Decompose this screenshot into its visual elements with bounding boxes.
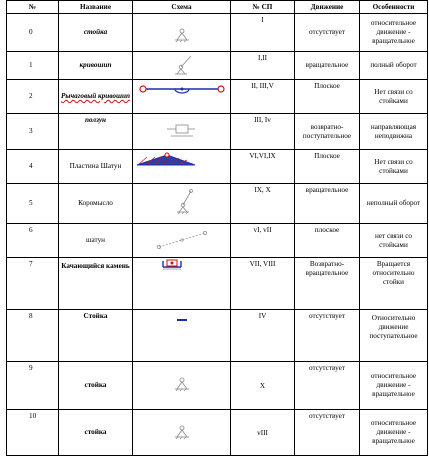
row-sp: III, Iv [231, 114, 295, 150]
row-name: стойка [59, 410, 133, 456]
stand-symbol-icon [133, 362, 231, 410]
row-num: 9 [7, 362, 59, 410]
row-sp: IX, X [231, 184, 295, 224]
header-scheme: Схема [133, 1, 231, 14]
row-movement: отсутствует [295, 410, 360, 456]
row-name: Рычаговый кривошип [59, 80, 133, 114]
row-features: Нет связи со стойками [360, 150, 428, 184]
row-movement: Плоское [295, 150, 360, 184]
row-name: ползун [59, 114, 133, 150]
row-num: 10 [7, 410, 59, 456]
row-movement: вращательное [295, 52, 360, 80]
row-num: 3 [7, 114, 59, 150]
header-name: Название [59, 1, 133, 14]
row-features: Вращается относительно стойки [360, 258, 428, 310]
row-sp: X [231, 362, 295, 410]
row-num: 0 [7, 14, 59, 52]
table-row [7, 184, 428, 224]
row-movement: Возвратно-вращательное [295, 258, 360, 310]
row-num: 7 [7, 258, 59, 310]
table-row [7, 114, 428, 150]
header-features: Особенности [360, 1, 428, 14]
row-name: Качающийся камень [59, 258, 133, 310]
row-features: нет связи со стойками [360, 224, 428, 258]
row-sp: II, III,V [231, 80, 295, 114]
row-num: 4 [7, 150, 59, 184]
rocking-block-symbol-icon [133, 258, 231, 310]
row-features: полный оборот [360, 52, 428, 80]
row-sp: vI, vII [231, 224, 295, 258]
row-features: неполный оборот [360, 184, 428, 224]
row-features: Относительно движение поступательное [360, 310, 428, 362]
table-row [7, 362, 428, 410]
table-row [7, 410, 428, 456]
stand-symbol-icon [133, 410, 231, 456]
row-features: Нет связи со стойками [360, 80, 428, 114]
table-row [7, 80, 428, 114]
row-sp: IV [231, 310, 295, 362]
table-row [7, 258, 428, 310]
crank-symbol-icon [133, 52, 231, 80]
row-name: Пластина Шатун [59, 150, 133, 184]
row-sp: vIII [231, 410, 295, 456]
row-name: стойка [59, 14, 133, 52]
header-num: № [7, 1, 59, 14]
row-name: Стойка [59, 310, 133, 362]
row-name: Коромысло [59, 184, 133, 224]
row-num: 8 [7, 310, 59, 362]
header-sp: № СП [231, 1, 295, 14]
row-features: относительное движение - вращательное [360, 362, 428, 410]
slider-symbol-icon [133, 114, 231, 150]
row-num: 5 [7, 184, 59, 224]
table-row [7, 224, 428, 258]
table-row [7, 310, 428, 362]
guide-symbol-icon [133, 310, 231, 362]
rocker-symbol-icon [133, 184, 231, 224]
row-sp: VI,VI,IX [231, 150, 295, 184]
table-row [7, 14, 428, 52]
row-sp: I [231, 14, 295, 52]
row-num: 2 [7, 80, 59, 114]
row-sp: I,II [231, 52, 295, 80]
table-row [7, 150, 428, 184]
row-name: шатун [59, 224, 133, 258]
row-name: стойка [59, 362, 133, 410]
row-num: 1 [7, 52, 59, 80]
lever-symbol-icon [133, 80, 231, 114]
plate-symbol-icon [133, 150, 231, 184]
row-movement: возвратно-поступательное [295, 114, 360, 150]
row-features: относительное движение - вращательное [360, 14, 428, 52]
row-movement: Плоское [295, 80, 360, 114]
table-header-row [7, 1, 428, 14]
row-movement: отсутствует [295, 310, 360, 362]
row-sp: VII, VIII [231, 258, 295, 310]
connecting-rod-symbol-icon [133, 224, 231, 258]
row-movement: плоское [295, 224, 360, 258]
row-num: 6 [7, 224, 59, 258]
header-movement: Движение [295, 1, 360, 14]
mechanism-links-table [6, 0, 428, 456]
row-movement: отсутствует [295, 14, 360, 52]
stand-symbol-icon [133, 14, 231, 52]
row-features: направляющая неподвижна [360, 114, 428, 150]
row-name: кривошип [59, 52, 133, 80]
row-movement: отсутствует [295, 362, 360, 410]
table-row [7, 52, 428, 80]
row-movement: вращательное [295, 184, 360, 224]
row-features: относительное движение - вращательное [360, 410, 428, 456]
